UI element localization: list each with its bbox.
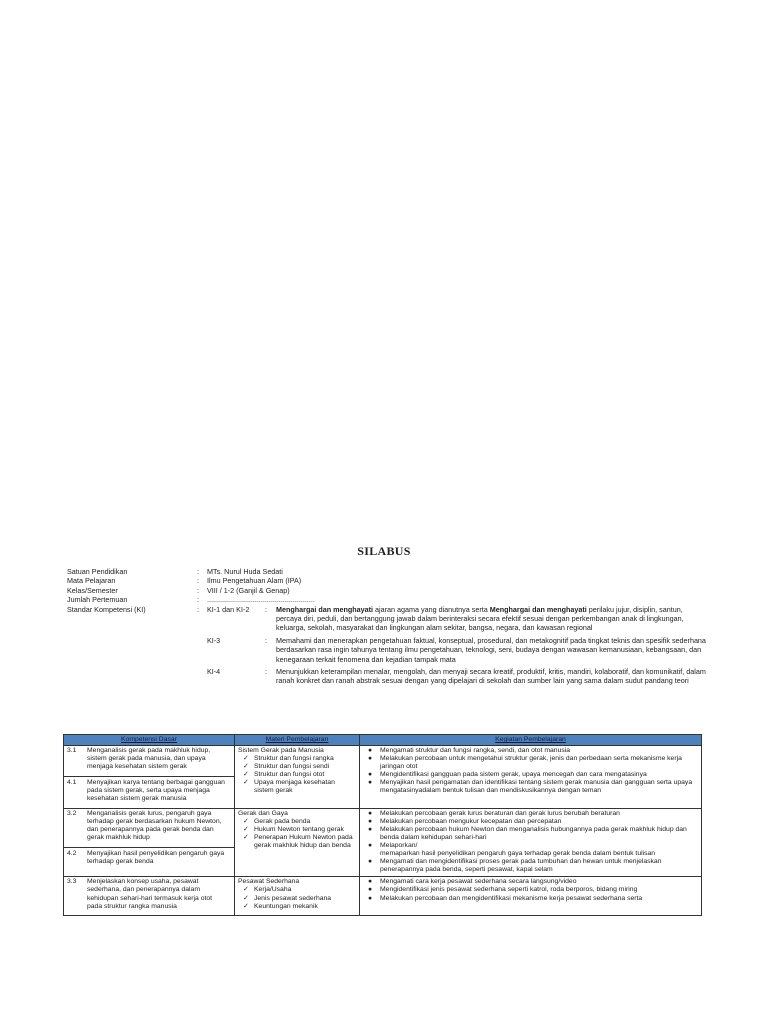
check-icon: ✓	[243, 833, 249, 841]
info-row	[67, 595, 707, 604]
list-item	[368, 747, 698, 755]
divider	[64, 847, 234, 848]
check-icon: ✓	[243, 763, 249, 771]
kd-item	[67, 810, 231, 844]
kegiatan-item: Melakukan percobaan dan mengidentifikasi mekanisme kerja pesawat sederhana serta	[380, 894, 643, 902]
materi-item: Gerak pada benda	[254, 817, 311, 825]
kd-item	[67, 850, 231, 868]
bullet-icon: ●	[368, 894, 373, 902]
kd-cell	[64, 746, 235, 809]
list-item	[368, 826, 698, 842]
list-item	[243, 903, 356, 911]
ki-text: Memahami dan menerapkan pengetahuan faktual, konseptual, prosedural, dan metakognitif pada tingkat teknis dan spesifik sederhana berdasarkan rasa ingin tahunya tentang ilmu pengetahuan, teknologi, seni, budaya dengan wawasan kemanusiaan, kebangsaan, dan kenegaraan terkait fenomena dan kejadian tampak mata	[276, 635, 706, 664]
kegiatan-item: Melakukan percobaan hukum Newton dan menganalisis hubungannya pada gerak makhluk hidup dan benda dalam kehidupan sehari-hari	[380, 825, 687, 841]
bullet-icon: ●	[368, 809, 373, 817]
info-label: Kelas/Semester	[67, 585, 118, 595]
list-item	[368, 878, 698, 886]
list-item	[243, 818, 356, 826]
check-icon: ✓	[243, 755, 249, 763]
check-icon: ✓	[243, 771, 249, 779]
materi-title: Gerak dan Gaya	[238, 809, 288, 817]
kd-item	[67, 747, 231, 773]
materi-cell	[235, 808, 360, 877]
kegiatan-cell	[360, 808, 702, 877]
list-item-continuation	[368, 850, 698, 858]
table-row	[64, 877, 702, 915]
materi-item: Kerja/Usaha	[254, 886, 292, 894]
info-value: Ilmu Pengetahuan Alam (IPA)	[207, 576, 302, 586]
materi-title: Sistem Gerak pada Manusia	[238, 747, 324, 754]
colon: :	[197, 576, 199, 586]
materi-item: Jenis pesawat sederhana	[254, 894, 332, 902]
list-item	[368, 779, 698, 795]
bullet-icon: ●	[368, 878, 373, 886]
kegiatan-item: Mengamati dan mengidentifikasi proses gerak pada tumbuhan dan hewan untuk menjelaskan penerapannya pada benda, seperti pesawat, kapal selam	[380, 858, 662, 874]
kegiatan-cell	[360, 746, 702, 809]
list-item	[368, 810, 698, 818]
kegiatan-list	[363, 747, 698, 796]
list-item	[368, 818, 698, 826]
ki-bold: Menghargai dan menghayati	[276, 604, 374, 614]
check-icon: ✓	[243, 886, 249, 894]
list-item	[368, 895, 698, 903]
colon: :	[265, 604, 267, 614]
colon: :	[197, 585, 199, 595]
header-kegiatan: Kegiatan Pembelajaran	[360, 735, 702, 746]
table-row	[64, 808, 702, 877]
identity-block	[67, 567, 707, 689]
page-title: SILABUS	[357, 544, 411, 558]
ki-bold: Menghargai dan menghayati	[489, 604, 587, 614]
info-row	[67, 576, 707, 585]
bullet-icon: ●	[368, 886, 373, 894]
list-item	[368, 771, 698, 779]
kd-number: 4.1	[67, 779, 77, 787]
kd-item	[67, 779, 231, 805]
bullet-icon: ●	[368, 817, 373, 825]
info-value: MTs. Nurul Huda Sedati	[207, 567, 283, 576]
check-icon: ✓	[243, 825, 249, 833]
ki-code: KI-1 dan KI-2	[207, 604, 250, 614]
materi-item: Hukum Newton tentang gerak	[254, 825, 344, 833]
materi-item: Struktur dan fungsi rangka	[254, 755, 334, 763]
materi-item: Struktur dan fungsi sendi	[254, 763, 330, 771]
kegiatan-item: Melakukan percobaan gerak lurus beraturan dan gerak lurus berubah beraturan	[380, 809, 620, 817]
kegiatan-item: Mengamati struktur dan fungsi rangka, sendi, dan otot manusia	[380, 747, 571, 754]
colon: :	[197, 567, 199, 576]
materi-title: Pesawat Sederhana	[238, 878, 300, 886]
info-row	[67, 605, 707, 689]
ki-text	[276, 605, 707, 633]
kd-item	[67, 878, 231, 912]
kd-number: 3.1	[67, 747, 77, 754]
kd-text: Menganalisis gerak lurus, pengaruh gaya terhadap gerak berdasarkan hukum Newton, dan penerapannya pada gerak benda dan gerak makhluk hidup	[87, 809, 222, 841]
kegiatan-item: Mengamati cara kerja pesawat sederhana secara langsung/video	[380, 878, 577, 886]
materi-cell	[235, 746, 360, 809]
kegiatan-item: Melakukan percobaan mengukur kecepatan dan percepatan	[380, 817, 562, 825]
materi-list	[238, 886, 356, 910]
kd-number: 3.3	[67, 878, 77, 886]
kegiatan-cell	[360, 877, 702, 915]
list-item	[243, 895, 356, 903]
list-item	[243, 826, 356, 834]
kd-cell	[64, 808, 235, 877]
info-value: ......................................................	[207, 595, 315, 605]
kegiatan-item: memaparkan hasil penyelidikan pengaruh gaya terhadap gerak benda dalam bentuk tulisan	[380, 850, 656, 858]
list-item	[368, 755, 698, 771]
ki-code: KI-4	[207, 667, 221, 677]
list-item	[243, 771, 356, 779]
kegiatan-item: Melaporkan/	[380, 841, 418, 849]
ki-text-part: ajaran agama yang dianutnya serta	[373, 604, 490, 614]
info-label: Standar Kompetensi (KI)	[67, 604, 146, 614]
ki-text: Menunjukkan keterampilan menalar, mengolah, dan menyaji secara kreatif, produktif, kritis, mandiri, kolaboratif, dan komunikatif, dalam ranah konkret dan ranah abstrak sesuai dengan yang dipelajari di sekolah dan sumber lain yang sama dalam sudut pandang teori	[276, 667, 706, 686]
list-item	[243, 755, 356, 763]
info-row	[67, 586, 707, 595]
kd-text: Menyajikan karya tentang berbagai gangguan pada sistem gerak, serta upaya menjaga kesehatan sistem gerak manusia	[87, 779, 225, 803]
list-item	[243, 779, 356, 795]
kegiatan-list	[363, 810, 698, 875]
list-item	[243, 834, 356, 850]
ki-row	[207, 667, 707, 686]
info-label: Mata Pelajaran	[67, 576, 116, 586]
ki-row	[207, 605, 707, 633]
list-item	[368, 886, 698, 894]
ki-block	[207, 605, 707, 689]
kd-text: Menjelaskan konsep usaha, pesawat sederhana, dan penerapannya dalam kehidupan sehari-hari termasuk kerja otot pada struktur rangka manusia	[87, 878, 213, 910]
list-item	[368, 858, 698, 874]
kegiatan-item: Mengidentifikasi jenis pesawat sederhana seperti katrol, roda berporos, bidang miring	[380, 886, 638, 894]
check-icon: ✓	[243, 779, 249, 787]
bullet-icon: ●	[368, 841, 373, 849]
info-label: Satuan Pendidikan	[67, 567, 128, 576]
materi-list	[238, 755, 356, 795]
check-icon: ✓	[243, 894, 249, 902]
table-header-row	[64, 735, 702, 746]
list-item	[243, 886, 356, 894]
materi-item: Struktur dan fungsi otot	[254, 771, 325, 779]
kd-number: 3.2	[67, 809, 77, 817]
table-row	[64, 746, 702, 809]
kegiatan-list	[363, 878, 698, 902]
colon: :	[197, 604, 199, 614]
bullet-icon: ●	[368, 858, 373, 866]
kd-text: Menganalisis gerak pada makhluk hidup, sistem gerak pada manusia, dan upaya menjaga kesehatan sistem gerak	[87, 747, 211, 771]
list-item	[243, 763, 356, 771]
check-icon: ✓	[243, 902, 249, 910]
kegiatan-item: Menyajikan hasil pengamatan dan identifikasi tentang sistem gerak manusia dan gangguan serta upaya mengatasinyadalam bentuk tulisan dan mendiskusikannya dengan teman	[380, 779, 693, 795]
kd-number: 4.2	[67, 849, 77, 857]
divider	[64, 776, 234, 777]
colon: :	[265, 667, 267, 677]
info-value: VIII / 1-2 (Ganjil & Genap)	[207, 585, 290, 595]
materi-list	[238, 818, 356, 850]
bullet-icon: ●	[368, 747, 373, 754]
list-item	[368, 842, 698, 850]
bullet-icon: ●	[368, 825, 373, 833]
silabus-table	[63, 734, 702, 916]
materi-cell	[235, 877, 360, 915]
bullet-icon: ●	[368, 755, 373, 763]
kd-text: Menyajikan hasil penyelidikan pengaruh gaya terhadap gerak benda	[87, 849, 225, 866]
materi-item: Upaya menjaga kesehatan sistem gerak	[254, 779, 335, 795]
header-kompetensi-dasar: Kompetensi Dasar	[64, 735, 235, 746]
kegiatan-item: Melakukan percobaan untuk mengetahui struktur gerak, jenis dan perbedaan serta mekanisme kerja jaringan otot	[380, 755, 682, 771]
ki-text-part: perilaku jujur, disiplin, santun, percaya diri, peduli, dan bertanggung jawab dalam berinteraksi secara efektif sesuai dengan perkembangan anak di lingkungan, keluarga, sekolah, masyarakat dan lingkungan alam sekitar, bangsa, negara, dan kawasan regional	[276, 604, 684, 633]
colon: :	[265, 635, 267, 645]
kegiatan-item: Mengidentifikasi gangguan pada sistem gerak, upaya mencegah dan cara mengatasinya	[380, 771, 647, 779]
ki-code: KI-3	[207, 635, 221, 645]
header-materi: Materi Pembelajaran	[235, 735, 360, 746]
check-icon: ✓	[243, 817, 249, 825]
kd-cell	[64, 877, 235, 915]
info-row	[67, 567, 707, 576]
materi-item: Keuntungan mekanik	[254, 902, 318, 910]
colon: :	[197, 595, 199, 605]
materi-item: Penerapan Hukum Newton pada gerak makhluk hidup dan benda	[254, 833, 353, 849]
ki-row	[207, 636, 707, 664]
bullet-icon: ●	[368, 779, 373, 787]
info-label: Jumlah Pertemuan	[67, 595, 128, 605]
bullet-icon: ●	[368, 771, 373, 779]
